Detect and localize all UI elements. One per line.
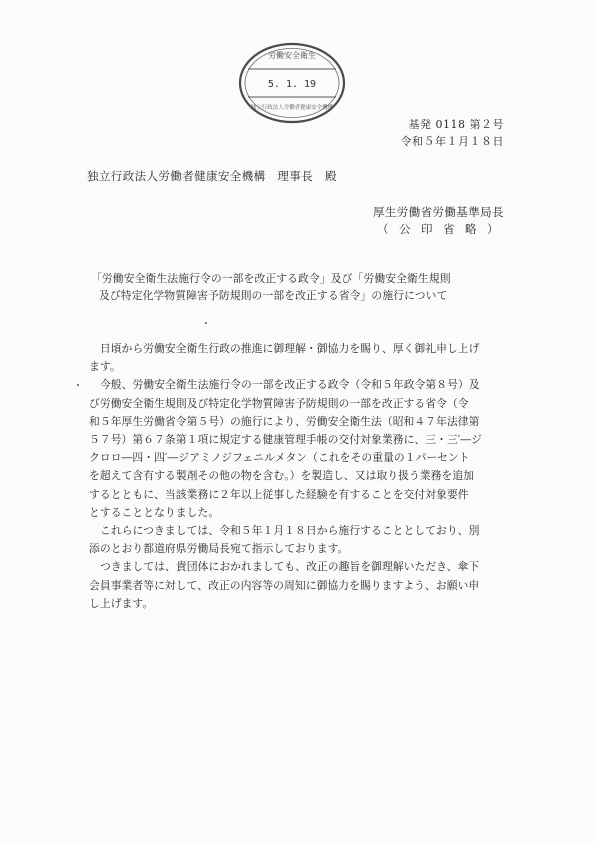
stamp-date: 5. 1. 19 xyxy=(267,79,317,90)
body-line: とすることとなりました。 xyxy=(89,505,220,519)
body-line: ます。 xyxy=(89,360,121,374)
body-line: ５７号）第６７条第１項に規定する健康管理手帳の交付対象業務に、三・三′―ジ xyxy=(89,433,482,447)
receipt-stamp xyxy=(236,40,348,126)
body-line: 和５年厚生労働省令第５号）の施行により、労働安全衛生法（昭和４７年法律第 xyxy=(89,414,480,428)
body-line: を超えて含有する製剤その他の物を含む。）を製造し、又は取り扱う業務を追加 xyxy=(89,469,475,483)
title-line-1: 「労働安全衛生法施行令の一部を改正する政令」及び「労働安全衛生規則 xyxy=(91,272,451,285)
sender-name: 厚生労働省労働基準局長 xyxy=(373,205,504,219)
document-body xyxy=(89,340,519,613)
title-line-2: 及び特定化学物質障害予防規則の一部を改正する省令」の施行について xyxy=(99,289,448,302)
document-header xyxy=(401,116,505,150)
document-title xyxy=(91,270,451,304)
body-line: 今般、労働安全衛生法施行令の一部を改正する政令（令和５年政令第８号）及 xyxy=(100,378,480,392)
scan-speck xyxy=(77,384,79,386)
document-date: 令和５年１月１８日 xyxy=(400,135,504,148)
body-line: つきましては、貴団体におかれましても、改正の趣旨を御理解いただき、傘下 xyxy=(100,560,480,574)
body-line: するとともに、当該業務に２年以上従事した経験を有することを交付対象要件 xyxy=(89,487,469,501)
seal-omitted-note: （公印省略） xyxy=(377,222,509,236)
stamp-top-text: 労働安全衛生 xyxy=(268,51,316,60)
addressee: 独立行政法人労働者健康安全機構 理事長 殿 xyxy=(87,169,337,183)
body-line: これらにつきましては、令和５年１月１８日から施行することとしており、別 xyxy=(100,524,480,538)
sender-block xyxy=(373,204,509,238)
body-line: 会員事業者等に対して、改正の内容等の周知に御協力を賜りますよう、お願い申 xyxy=(89,578,480,592)
body-line: 添のとおり都道府県労働局長宛て指示しております。 xyxy=(89,542,349,556)
document-number: 基発 0118 第２号 xyxy=(408,118,504,131)
scan-speck xyxy=(205,322,207,324)
body-line: 日頃から労働安全衛生行政の推進に御理解・御協力を賜り、厚く御礼申し上げ xyxy=(89,342,480,355)
stamp-bottom-text: 独立行政法人労働者健康安全機構 xyxy=(250,105,334,111)
body-line: び労働安全衛生規則及び特定化学物質障害予防規則の一部を改正する省令（令 xyxy=(89,396,469,410)
body-line: し上げます。 xyxy=(89,596,154,610)
body-line: クロロ―四・四′―ジアミノジフェニルメタン（これをその重量の１パーセント xyxy=(89,451,470,465)
